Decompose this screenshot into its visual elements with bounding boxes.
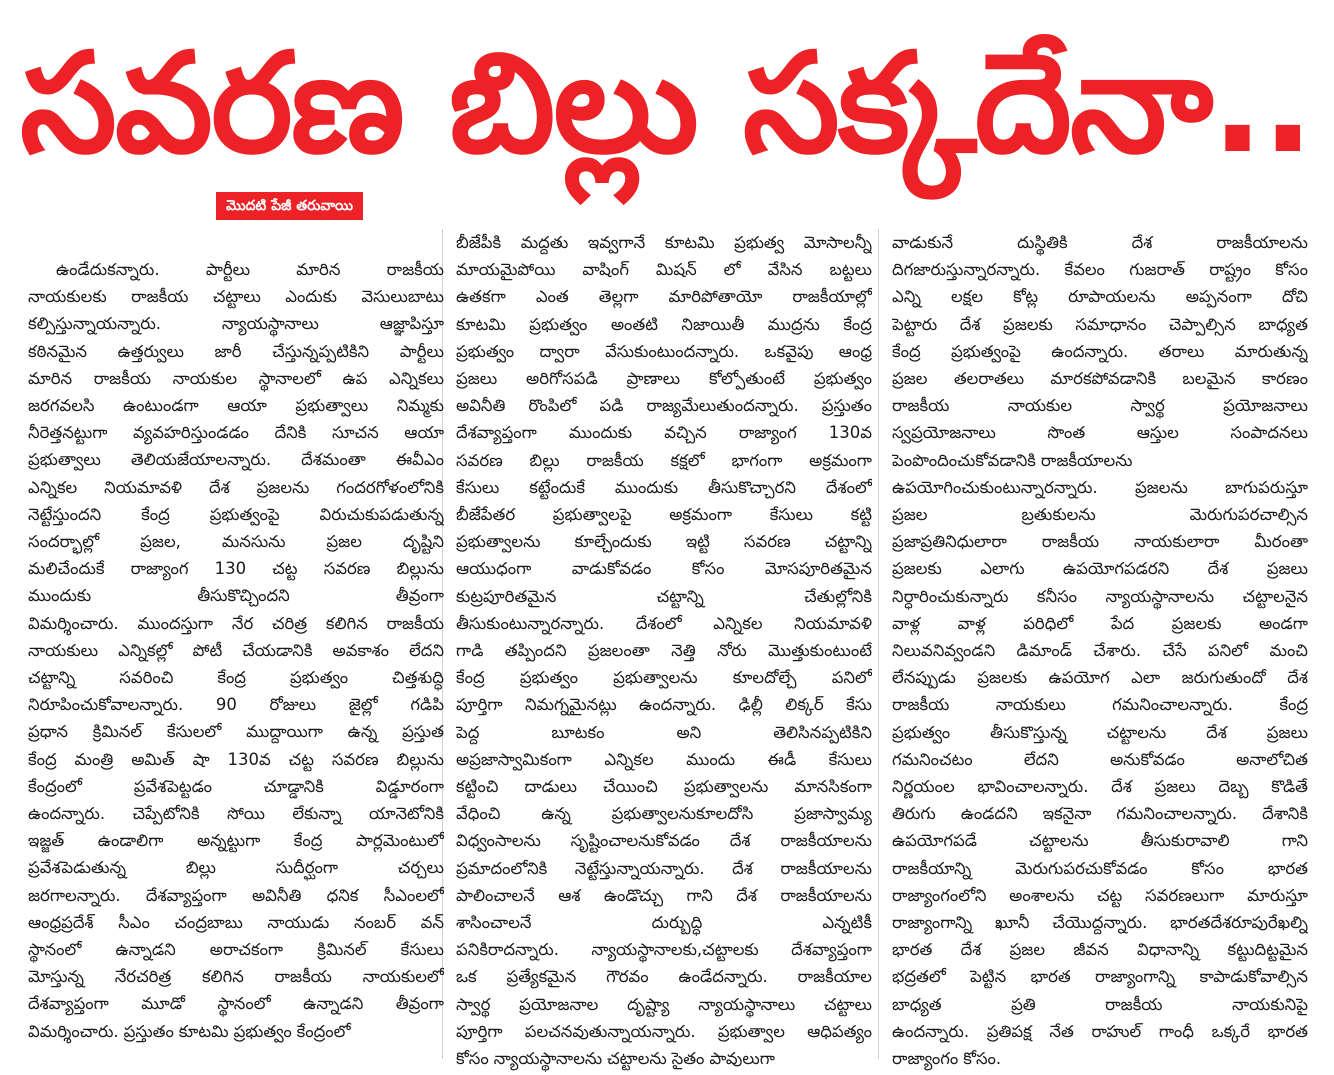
article-line: విమర్శించారు. ప్రస్తుతం కూటమి ప్రభుత్వం కేంద్రంలో (28, 1021, 351, 1041)
article-line: ప్రభుత్వాలను కూల్చేందుకు ఇట్టి సవరణ చట్టాన్ని (456, 532, 872, 552)
article-line: కుట్రపూరితమైన చట్టాన్ని చేతుల్లోనికి (456, 586, 872, 606)
article-line: రాజకీయాన్ని మెరుగుపరచుకోవడం కోసం భారత (892, 858, 1308, 878)
article-line: ఆయుధంగా వాడుకోవడం కోసం మోసపూరితమైన (456, 559, 872, 579)
article-line: ఉండేదుకన్నారు. పార్టీలు మారిన రాజకీయ (56, 260, 444, 279)
article-line: మోస్తున్న నేరచరిత్ర కలిగిన రాజకీయ నాయకులలో (28, 967, 444, 987)
article-line: కేంద్ర ప్రభుత్వంపై ఉందన్నారు. తరాలు మారుతున్న (892, 341, 1308, 361)
headline: సవరణ బిల్లు సక్కదేనా.. (20, 23, 1313, 184)
article-line: ఉందన్నారు. ప్రతిపక్ష నేత రాహుల్ గాంధీ ఒక్కరే భారత (892, 1021, 1308, 1041)
article-line: ప్రజాప్రతినిధులారా రాజకీయ నాయకులారా మీరంతా (892, 532, 1308, 552)
article-line: దేశవ్యాప్తంగా మూడో స్థానంలో ఉన్నాడని తీవ్రంగా (28, 994, 444, 1014)
article-line: గమనించటం లేదని అనుకోవడం అనాలోచిత (892, 749, 1308, 769)
article-line: బాధ్యత ప్రతి రాజకీయ నాయకునిపై (892, 994, 1308, 1014)
article-line: నీరెత్తనట్టుగా వ్యవహరిస్తుండడం దేనికి సూచన ఆయా (28, 423, 444, 443)
article-line: ప్రభుత్వం ద్వారా వేసుకుంటుందన్నారు. ఒకవైపు ఆంధ్ర (456, 341, 872, 361)
article-line: ఉతకగా ఎంత తెల్లగా మారిపోతాయో రాజకీయాల్లో (456, 287, 872, 307)
article-line: దేశవ్యాప్తంగా ముందుకు వచ్చిన రాజ్యాంగ 130వ (456, 423, 872, 443)
article-line: బీజేపీకి మద్దతు ఇవ్వగానే కూటమి ప్రభుత్వ మోసాలన్నీ (456, 233, 872, 252)
article-line: అవినీతి రొంపిలో పడి రాజ్యమేలుతుందన్నారు. ప్రస్తుతం (456, 396, 872, 416)
article-line: కల్పిస్తున్నాయన్నారు. న్యాయస్థానాలు ఆజ్ఞాపిస్తూ (28, 314, 444, 334)
article-line: పూర్తిగా పలచనవుతున్నాయన్నారు. ప్రభుత్వాల ఆధిపత్యం (456, 1021, 872, 1041)
article-line: పనికిరాదన్నారు. న్యాయస్థానాలకు,చట్టాలకు దేశవ్యాప్తంగా (456, 940, 872, 960)
article-line: నాయకులకు రాజకీయ చట్టాలు ఎందుకు వెసులుబాటు (28, 287, 444, 307)
article-line: పెట్టారు దేశ ప్రజలకు సమాధానం చెప్పాల్సిన బాధ్యత (892, 314, 1308, 334)
article-line: ఉందన్నారు. చెప్పేటోనికి సోయి లేకున్నా యానెటోనికి (28, 804, 444, 824)
article-line: నిరూపించుకోవాలన్నారు. 90 రోజులు జైల్లో గడిపి (28, 695, 444, 715)
article-line: స్వప్రయోజనాలు సొంత ఆస్తుల సంపాదనలు (892, 423, 1308, 443)
article-line: అప్రజాస్వామికంగా ఎన్నికల ముందు ఈడీ కేసులు (456, 749, 872, 769)
article-line: రాజ్యాంగాన్ని ఖూనీ చేయొద్దన్నారు. భారతదేశరూపురేఖల్ని (892, 913, 1308, 933)
article-line: కూటమి ప్రభుత్వం అంతటి నిజాయితీ ముద్రను కేంద్ర (456, 314, 872, 334)
article-line: ఒక ప్రత్యేకమైన గౌరవం ఉండేదన్నారు. రాజకీయాల (456, 967, 872, 987)
article-line: పెద్ద బూటకం అని తెలిసినప్పటికిని (456, 722, 872, 742)
article-line: విధ్వంసాలను సృష్టించాలనుకోవడం దేశ రాజకీయాలను (456, 831, 872, 851)
article-line: నిర్ధారించుకున్నారు కనీసం న్యాయస్థానాలను చట్టాలనైన (892, 586, 1308, 606)
article-line: పెంపొందించుకోవడానికి రాజకీయాలను (892, 450, 1133, 470)
continuation-badge: మొదటి పేజీ తరువాయి (216, 192, 363, 220)
article-line: విమర్శించారు. ముందస్తుగా నేర చరిత్ర కలిగిన రాజకీయ (28, 613, 444, 633)
column-divider (878, 229, 879, 1059)
article-line: కోసం న్యాయస్థానాలను చట్టాలను సైతం పావులుగా (456, 1049, 775, 1069)
article-line: నిలువనివ్వండని డిమాండ్ చేశారు. చేసే పనిలో మంచి (892, 641, 1308, 661)
article-line: తీసుకుంటున్నారన్నారు. దేశంలో ఎన్నికల నియమావళి (456, 613, 872, 633)
article-line: ప్రవేశపెడుతున్న బిల్లు సుదీర్ఘంగా చర్చలు (28, 858, 444, 878)
article-line: కేంద్ర ప్రభుత్వం ప్రభుత్వాలను కూలదోల్చే పనిలో (456, 668, 872, 688)
article-line: మాయమైపోయి వాషింగ్ మిషన్ లో వేసిన బట్టలు (456, 260, 872, 280)
article-line: మలిచేందుకే రాజ్యాంగ 130 చట్ట సవరణ బిల్లును (28, 559, 444, 579)
article-line: ప్రధాన క్రిమినల్ కేసులలో ముద్దాయిగా ఉన్న ప్రస్తుత (28, 722, 444, 742)
article-line: సందర్భాల్లో ప్రజల, మనసును ప్రజల దృష్టిని (28, 532, 444, 552)
article-line: కట్టించి దాడులు చేయించి ప్రభుత్వాలను మానసికంగా (456, 777, 872, 797)
article-line: ఉపయోగించుకుంటున్నారన్నారు. ప్రజలను బాగుపరుస్తూ (892, 477, 1308, 497)
article-line: భారత దేశ ప్రజల జీవన విధానాన్ని కట్టుదిట్టమైన (892, 940, 1308, 960)
article-line: మారిన రాజకీయ నాయకుల స్థానాలలో ఉప ఎన్నికలు (28, 368, 444, 388)
article-line: సవరణ బిల్లు రాజకీయ కక్షలో భాగంగా అక్రమంగా (456, 450, 872, 470)
article-line: కేంద్ర మంత్రి అమిత్ షా 130వ చట్ట సవరణ బిల్లును (28, 749, 444, 769)
article-line: ప్రభుత్వం తీసుకొస్తున్న చట్టాలను దేశ ప్రజలు (892, 722, 1308, 742)
article-line: కేసులు కట్టేందుకే ముందుకు తీసుకొచ్చారని దేశంలో (456, 477, 872, 497)
article-line: కఠినమైన ఉత్తర్వులు జారీ చేస్తున్నప్పటికిని పార్టీలు (28, 341, 444, 361)
article-line: ప్రమాదంలోనికి నెట్టేస్తున్నాయన్నారు. దేశ రాజకీయాలను (456, 858, 872, 878)
article-line: రాజ్యాంగంలోని అంశాలను చట్ట సవరణలుగా మారుస్తూ (892, 885, 1308, 905)
article-line: ఉపయోగపడే చట్టాలను తీసుకురావాలి గాని (892, 831, 1308, 851)
article-line: వేధించి ఉన్న ప్రభుత్వాలనుకూలదోసి ప్రజాస్వామ్య (456, 804, 872, 824)
article-line: పాలించాలనే ఆశ ఉండొచ్చు గాని దేశ రాజకీయాలను (456, 885, 872, 905)
article-line: భద్రతలో పెట్టిన భారత రాజ్యాంగాన్ని కాపాడుకోవాల్సిన (892, 967, 1308, 987)
article-line: శాసించాలనే దుర్బుద్ధి ఎన్నటికీ (456, 913, 872, 933)
article-line: చట్టాన్ని సవరించి కేంద్ర ప్రభుత్వం చిత్తశుద్ధి (28, 668, 444, 688)
article-line: స్వార్థ ప్రయోజనాల దృష్ట్యా న్యాయస్థానాలు చట్టాలు (456, 994, 872, 1014)
article-line: ప్రజలకు ఎలాగు ఉపయోగపడరని దేశ ప్రజలు (892, 559, 1308, 579)
article-line: ఆంధ్రప్రదేశ్ సీఎం చంద్రబాబు నాయుడు నంబర్ వన్ (28, 912, 444, 932)
article-line: వాడుకునే దుస్థితికి దేశ రాజకీయాలను (892, 233, 1308, 252)
article-line: బీజేపేతర ప్రభుత్వాలపై అక్రమంగా కేసులు కట్టి (456, 505, 872, 525)
article-line: ముందుకు తీసుకొచ్చిందని తీవ్రంగా (28, 586, 444, 606)
article-line: ఇజ్జత్ ఉండాలిగా అన్నట్టుగా కేంద్ర పార్లమెంటులో (28, 831, 444, 851)
article-line: రాజ్యాంగం కోసం. (892, 1049, 1002, 1069)
article-line: రాజకీయ నాయకుల స్వార్థ ప్రయోజనాలు (892, 396, 1308, 416)
article-line: తిరుగు ఉండదని ఇకనైనా గమనించాలన్నారు. దేశానికి (892, 804, 1308, 824)
article-line: గాడి తప్పిందని ప్రజలంతా నెత్తి నోరు మొత్తుకుంటుంటే (456, 641, 872, 661)
article-line: ఎన్నికల నియమావళి దేశ ప్రజలను గందరగోళంలోనికి (28, 477, 444, 497)
article-line: ప్రభుత్వాలు తెలియజేయాలన్నారు. దేశమంతా ఈవీఎం (28, 450, 444, 470)
article-column-3 (892, 229, 1308, 1072)
article-line: ప్రజల తలరాతలు మారకపోవడానికి బలమైన కారణం (892, 369, 1308, 389)
article-line: నెట్టేస్తుందని కేంద్ర ప్రభుత్వంపై విరుచుకుపడుతున్న (28, 504, 444, 524)
article-line: ప్రజల బ్రతుకులను మెరుగుపరచాల్సిన (892, 505, 1308, 525)
article-line: ఎన్ని లక్షల కోట్ల రూపాయలను అప్పనంగా దోచి (892, 287, 1308, 307)
article-line: జరగాలన్నారు. దేశవ్యాప్తంగా అవినీతి ధనిక సీఎంలలో (28, 885, 444, 905)
article-line: లేనప్పుడు ప్రజలకు ఉపయోగ ఎలా జరుగుతుందో దేశ (892, 668, 1308, 688)
article-column-1 (28, 256, 444, 1045)
article-line: స్థానంలో ఉన్నాడని అరాచకంగా క్రిమినల్ కేసులు (28, 940, 444, 960)
article-line: పూర్తిగా నిమగ్నమైనట్లు ఉందన్నారు. ఢిల్లీ లిక్కర్ కేసు (456, 695, 872, 715)
article-line: ప్రజలు అరిగోసపడి ప్రాణాలు కోల్పోతుంటే ప్రభుత్వం (456, 369, 872, 389)
article-line: రాజకీయ నాయకులు గమనించాలన్నారు. కేంద్ర (892, 695, 1308, 715)
article-column-2 (456, 229, 872, 1072)
article-line: నాయకులు ఎన్నికల్లో పోటీ చేయడానికి అవకాశం లేదని (28, 640, 444, 660)
article-line: కేంద్రంలో ప్రవేశపెట్టడం చూడ్డానికి విడ్డూరంగా (28, 776, 444, 796)
article-line: నిర్ణయంల భావించాలన్నారు. దేశ ప్రజలు దెబ్బ కొడితే (892, 777, 1308, 797)
article-line: దిగజారుస్తున్నారన్నారు. కేవలం గుజరాత్ రాష్ట్రం కోసం (892, 260, 1308, 280)
article-line: జరగవలసి ఉంటుండగా ఆయా ప్రభుత్వాలు నిమ్మకు (28, 396, 444, 416)
article-line: వాళ్ల వాళ్ల పరిధిలో పేద ప్రజలకు అండగా (892, 613, 1308, 633)
